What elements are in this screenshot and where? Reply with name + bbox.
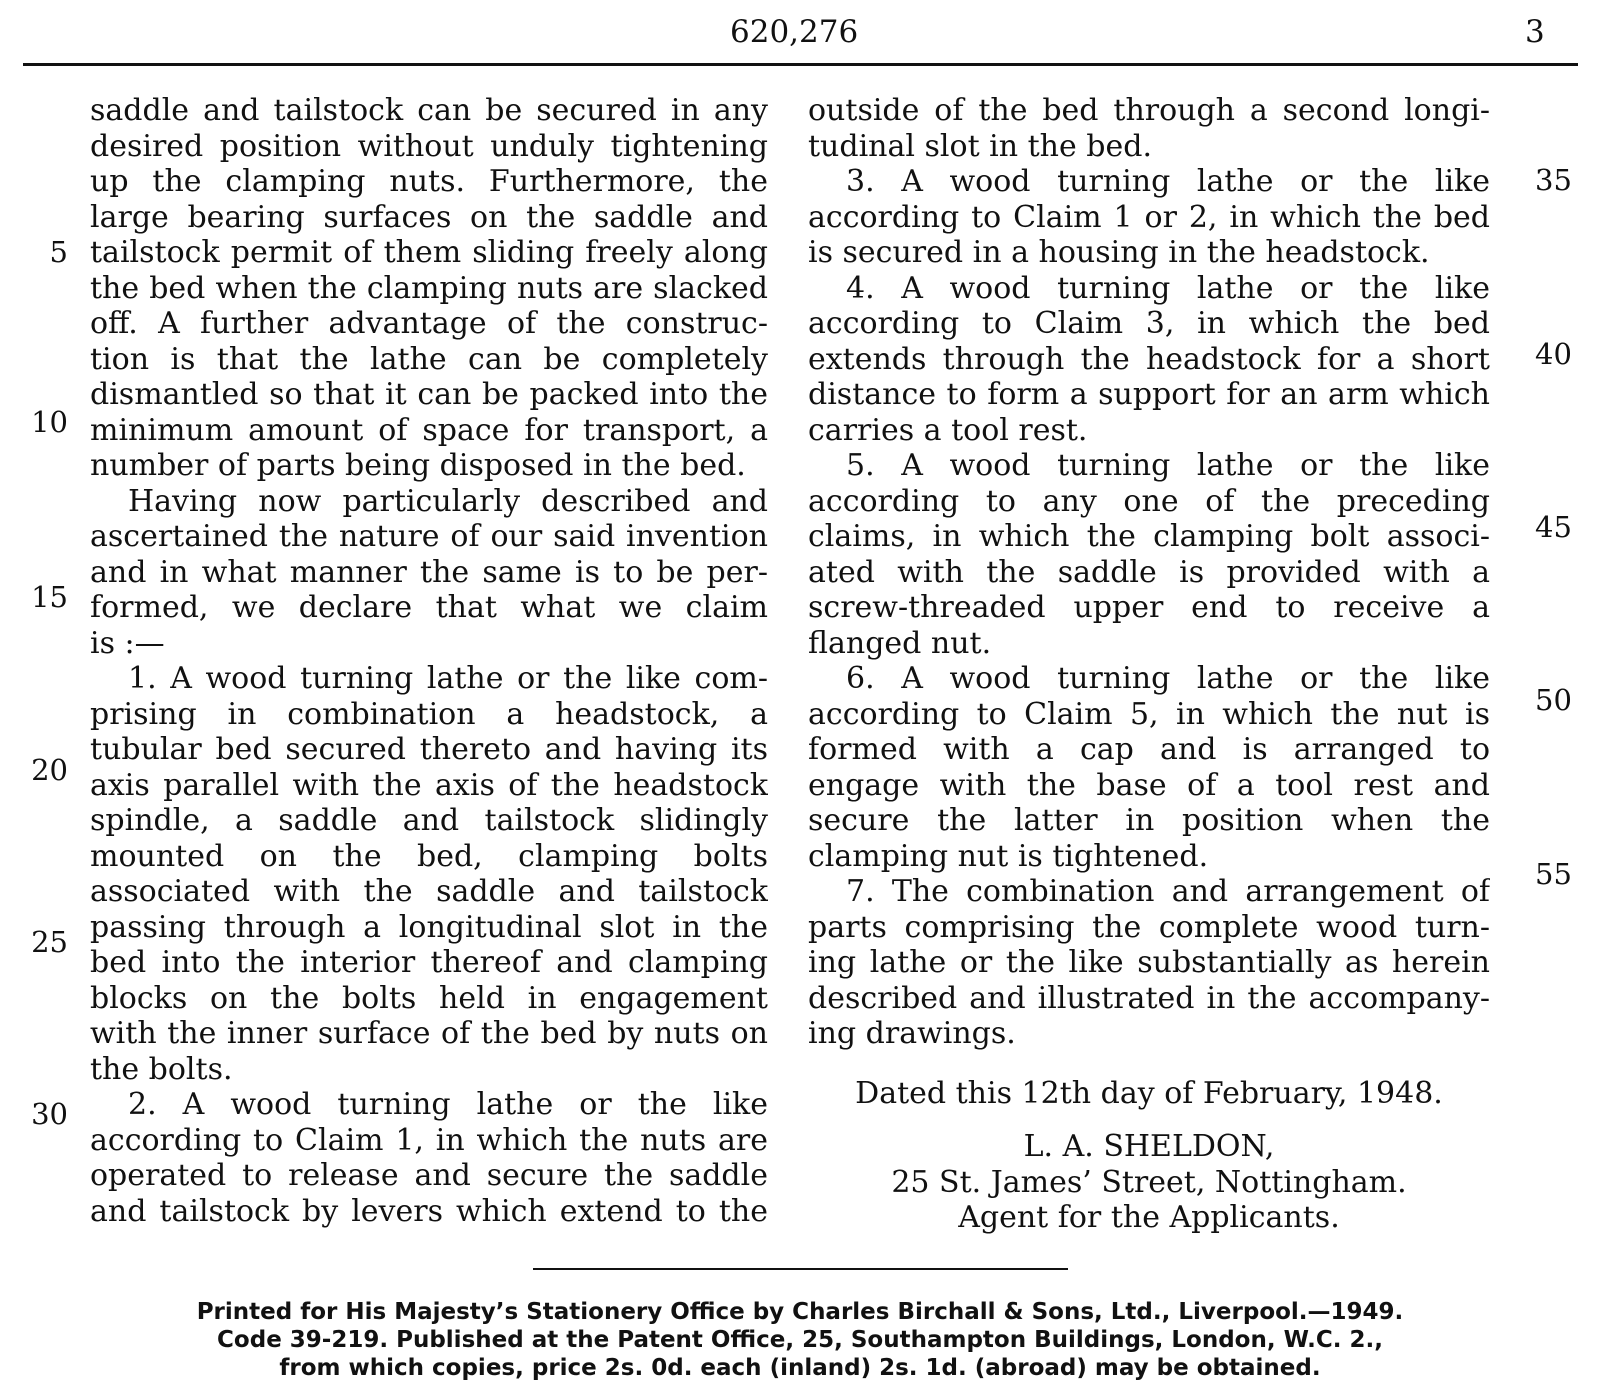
text-line: axis parallel with the axis of the headstock — [90, 767, 768, 803]
text-line: operated to release and secure the saddle — [90, 1158, 768, 1193]
text-line: spindle, a saddle and tailstock slidingly — [90, 803, 768, 838]
patent-number: 620,276 — [730, 14, 859, 50]
line-number: 40 — [1535, 337, 1572, 371]
text-line: saddle and tailstock can be secured in any — [90, 93, 768, 128]
text-line: ated with the saddle is provided with a — [808, 554, 1490, 590]
claim-6-start: 6. A wood turning lathe or the like — [846, 661, 1490, 696]
text-line: secure the latter in position when the — [808, 803, 1490, 838]
claim-5-start: 5. A wood turning lathe or the like — [846, 448, 1490, 483]
text-line: up the clamping nuts. Furthermore, the — [90, 164, 768, 199]
printer-footer — [100, 1298, 1500, 1382]
text-line: according to Claim 1 or 2, in which the bed — [808, 199, 1490, 235]
text-line: large bearing surfaces on the saddle and — [90, 199, 768, 235]
text-line: the bolts. — [90, 1051, 233, 1087]
text-line: is :— — [90, 625, 165, 661]
text-line: according to Claim 1, in which the nuts are — [90, 1122, 768, 1158]
text-line: tubular bed secured thereto and having its — [90, 732, 768, 767]
text-line: prising in combination a headstock, a — [90, 696, 768, 732]
text-line: parts comprising the complete wood turn- — [808, 909, 1490, 945]
page-header — [0, 0, 1600, 70]
text-line: according to any one of the preceding — [808, 483, 1490, 519]
text-line: dismantled so that it can be packed into the — [90, 377, 768, 412]
text-line: screw-threaded upper end to receive a — [808, 590, 1490, 625]
text-line: off. A further advantage of the construc- — [90, 306, 768, 341]
footer-rule — [533, 1268, 1068, 1270]
text-line: passing through a longitudinal slot in the — [90, 909, 768, 945]
claim-7-start: 7. The combination and arrangement of — [846, 874, 1490, 909]
agent-name: L. A. SHELDON, — [1023, 1129, 1275, 1164]
header-rule — [23, 63, 1578, 66]
text-line: number of parts being disposed in the bed. — [90, 448, 746, 483]
text-line: according to Claim 3, in which the bed — [808, 306, 1490, 341]
line-number: 35 — [1535, 163, 1572, 197]
footer-line: Code 39-219. Published at the Patent Office, 25, Southampton Buildings, London, W.C. 2., — [217, 1327, 1383, 1353]
text-line: flanged nut. — [808, 625, 992, 661]
line-number: 20 — [31, 753, 68, 787]
text-line: tion is that the lathe can be completely — [90, 341, 768, 377]
text-line: outside of the bed through a second longi- — [808, 93, 1490, 128]
text-line: and tailstock by levers which extend to the — [90, 1193, 768, 1229]
text-line: tudinal slot in the bed. — [808, 128, 1152, 164]
line-number: 55 — [1535, 857, 1572, 891]
line-number: 45 — [1535, 510, 1572, 544]
signature-block — [808, 1129, 1490, 1236]
right-column — [808, 93, 1490, 1052]
text-line: the bed when the clamping nuts are slacked — [90, 270, 768, 306]
text-line: carries a tool rest. — [808, 412, 1088, 448]
claim-2-start: 2. A wood turning lathe or the like — [128, 1087, 768, 1122]
text-line: distance to form a support for an arm which — [808, 377, 1490, 412]
footer-line: from which copies, price 2s. 0d. each (inland) 2s. 1d. (abroad) may be obtained. — [279, 1355, 1321, 1381]
agent-address: 25 St. James’ Street, Nottingham. — [891, 1164, 1407, 1200]
text-line: desired position without unduly tightening — [90, 128, 768, 164]
line-number: 25 — [31, 925, 68, 959]
text-line: extends through the headstock for a short — [808, 341, 1490, 377]
claim-4-start: 4. A wood turning lathe or the like — [846, 270, 1490, 306]
text-line: according to Claim 5, in which the nut is — [808, 696, 1490, 732]
text-line: claims, in which the clamping bolt associ- — [808, 519, 1490, 554]
text-line: engage with the base of a tool rest and — [808, 767, 1490, 803]
text-line: clamping nut is tightened. — [808, 838, 1209, 874]
text-line: minimum amount of space for transport, a — [90, 412, 768, 448]
line-number: 15 — [31, 580, 68, 614]
claim-3-start: 3. A wood turning lathe or the like — [846, 164, 1490, 199]
line-number: 50 — [1535, 683, 1572, 717]
text-line: Having now particularly described and — [128, 483, 768, 519]
text-line: formed with a cap and is arranged to — [808, 732, 1490, 767]
text-line: blocks on the bolts held in engagement — [90, 980, 768, 1016]
text-line: mounted on the bed, clamping bolts — [90, 838, 768, 874]
text-line: bed into the interior thereof and clamping — [90, 945, 768, 980]
line-number: 30 — [31, 1097, 68, 1131]
agent-role: Agent for the Applicants. — [958, 1200, 1340, 1235]
text-line: with the inner surface of the bed by nuts on — [90, 1016, 768, 1051]
dated-line: Dated this 12th day of February, 1948. — [855, 1076, 1443, 1111]
text-line: formed, we declare that what we claim — [90, 590, 768, 625]
text-line: ing drawings. — [808, 1016, 1016, 1051]
text-line: ascertained the nature of our said invention — [90, 519, 768, 554]
left-column — [90, 93, 768, 1229]
line-number: 10 — [31, 405, 68, 439]
text-line: associated with the saddle and tailstock — [90, 874, 768, 909]
text-line: and in what manner the same is to be per- — [90, 554, 768, 590]
text-line: is secured in a housing in the headstock. — [808, 235, 1430, 270]
text-line: ing lathe or the like substantially as herein — [808, 945, 1490, 980]
text-line: described and illustrated in the accompany- — [808, 980, 1490, 1016]
line-number: 5 — [49, 235, 68, 269]
footer-line: Printed for His Majesty’s Stationery Office by Charles Birchall & Sons, Ltd., Liverpool.—1949. — [196, 1299, 1404, 1325]
claim-1-start: 1. A wood turning lathe or the like com- — [128, 661, 768, 696]
text-line: tailstock permit of them sliding freely along — [90, 235, 768, 270]
page-number: 3 — [1525, 14, 1545, 50]
